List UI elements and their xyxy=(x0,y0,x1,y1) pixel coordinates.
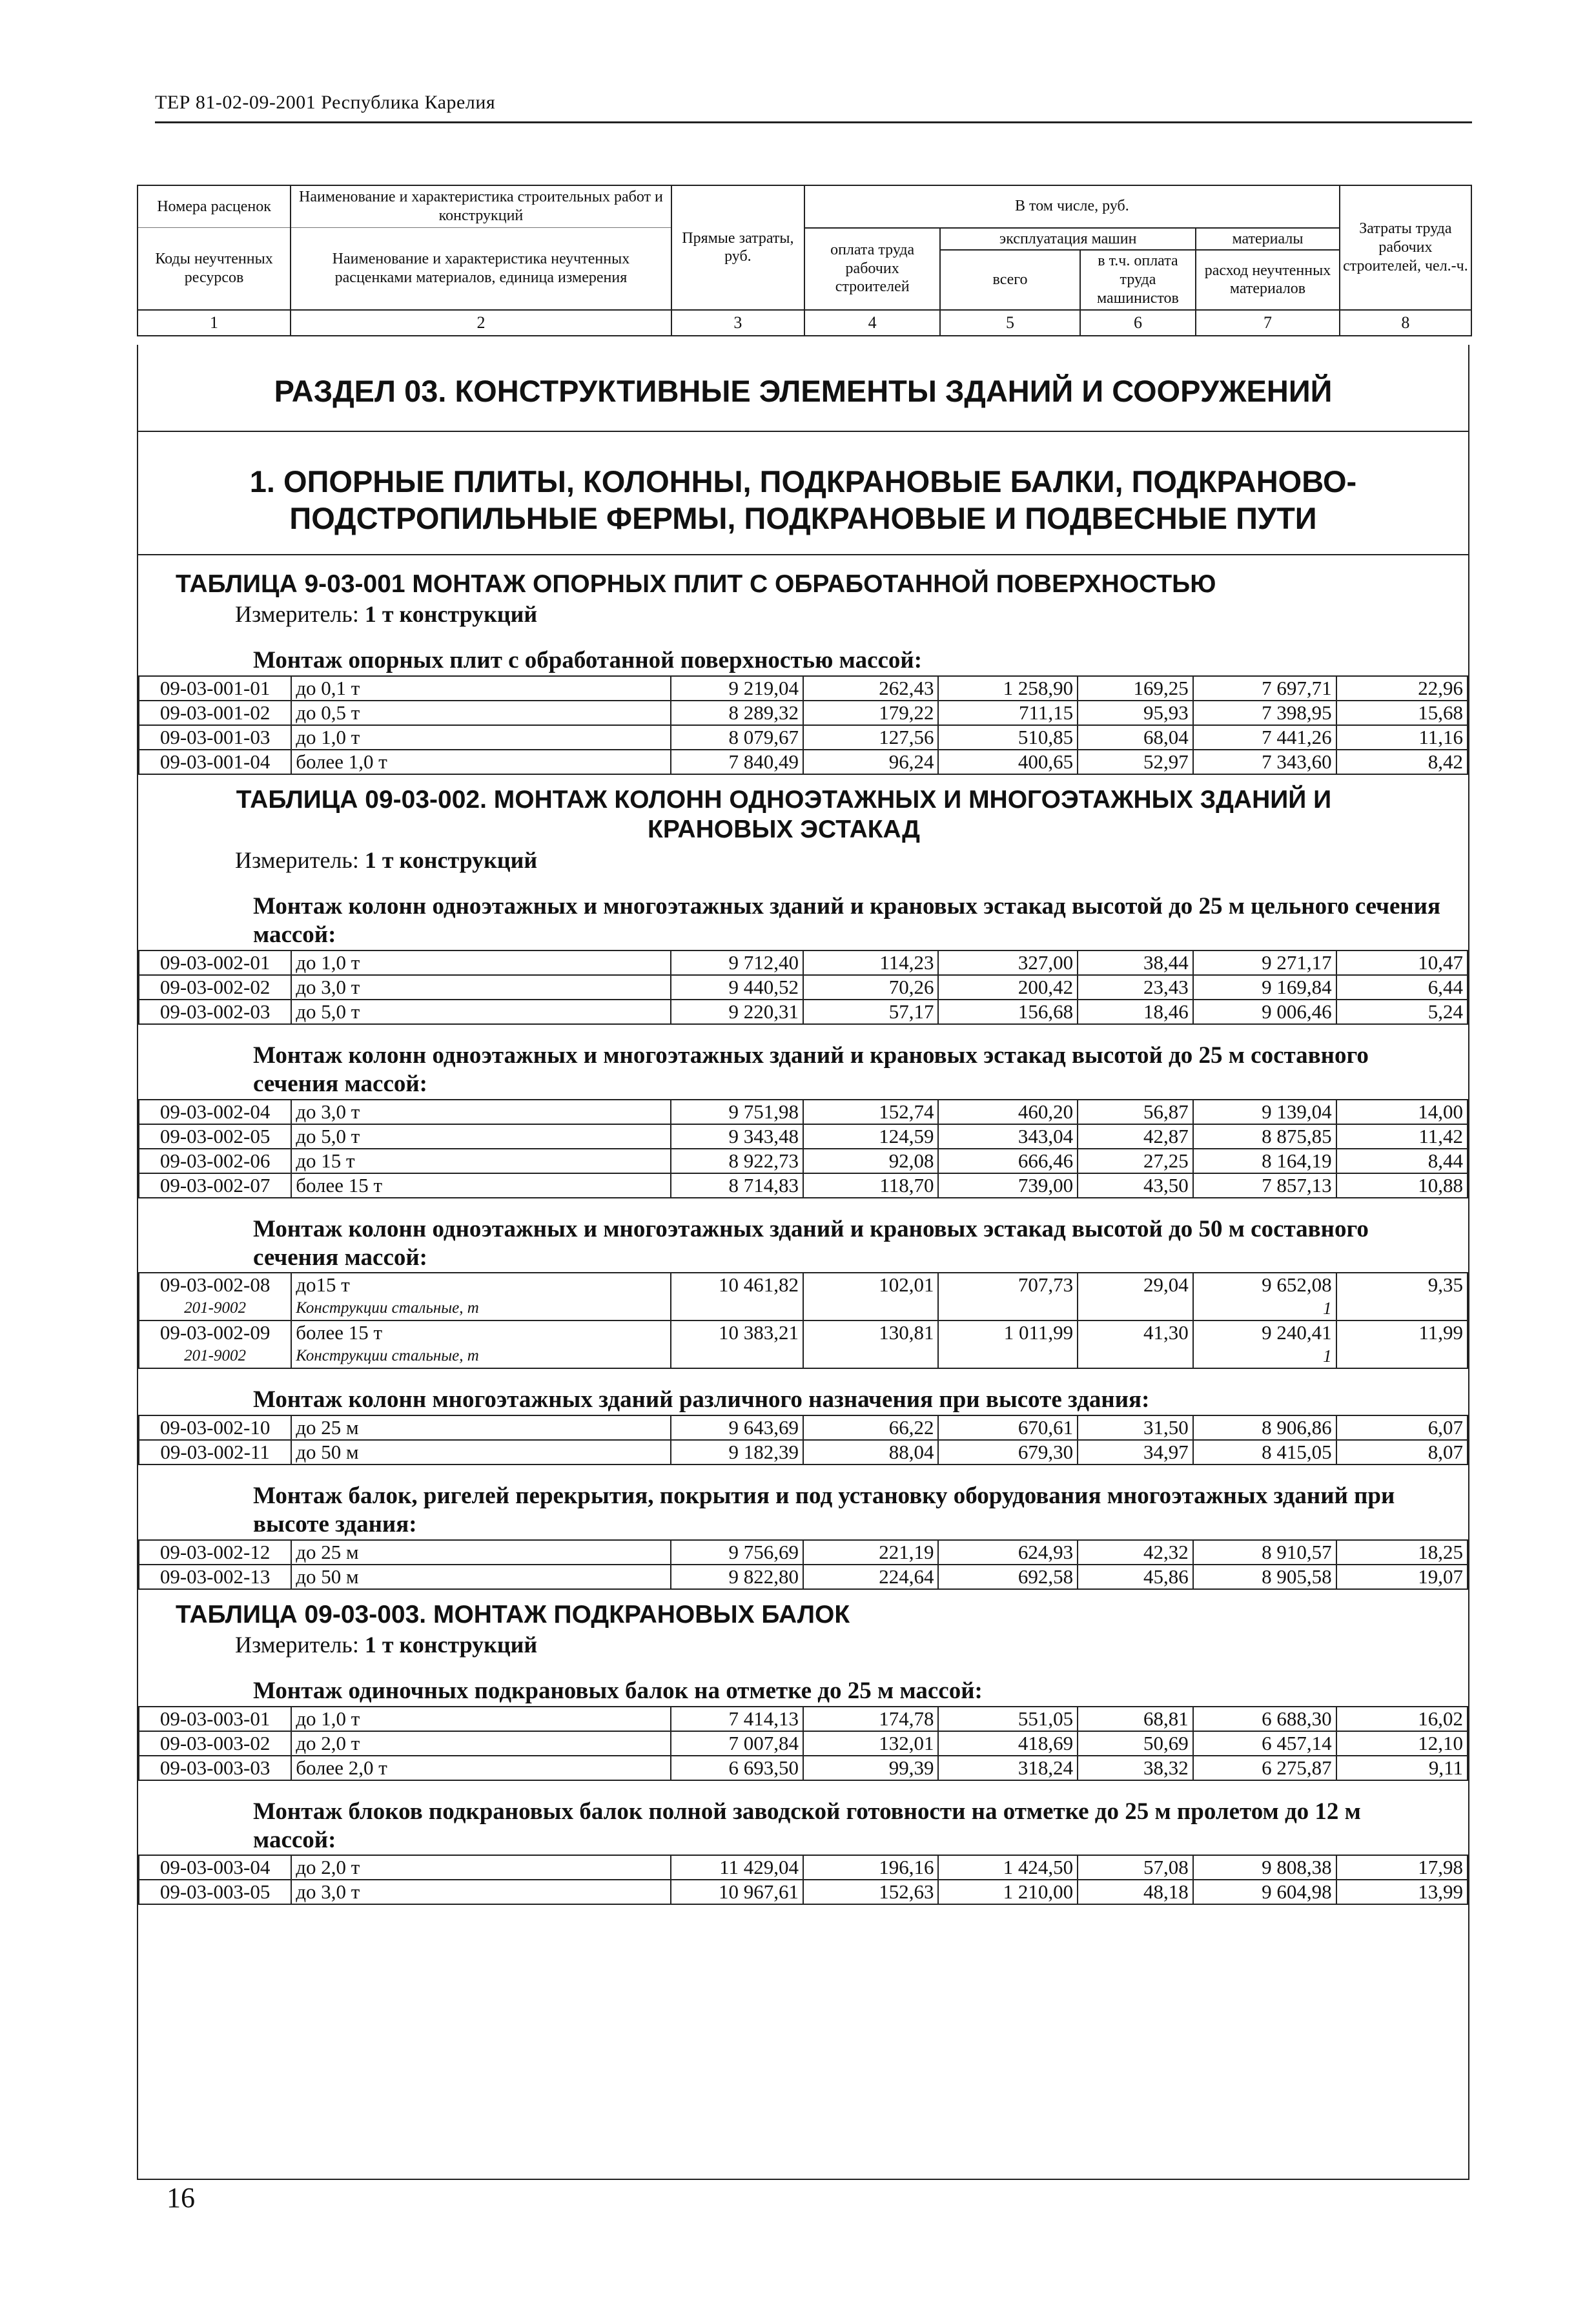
operators-pay: 23,43 xyxy=(1078,975,1193,1000)
measure-value: 1 т конструкций xyxy=(364,847,538,874)
table-row xyxy=(139,1855,1468,1880)
col-header-including: В том числе, руб. xyxy=(804,185,1340,228)
work-name: до 5,0 т xyxy=(291,1000,670,1024)
workers-pay: 66,22 xyxy=(803,1415,938,1440)
labour-hours: 6,07 xyxy=(1336,1415,1468,1440)
workers-pay: 152,63 xyxy=(803,1880,938,1904)
rate-code: 09-03-002-04 xyxy=(139,1100,291,1124)
measure-label: Измеритель: xyxy=(235,847,359,874)
empty-cell xyxy=(803,1344,938,1368)
empty-cell xyxy=(1078,1344,1193,1368)
col-number: 3 xyxy=(671,310,804,336)
labour-hours: 15,68 xyxy=(1336,701,1468,725)
materials-cost: 9 808,38 xyxy=(1193,1855,1336,1880)
section-title: РАЗДЕЛ 03. КОНСТРУКТИВНЫЕ ЭЛЕМЕНТЫ ЗДАНИЙ И СООРУЖЕНИЙ xyxy=(138,345,1468,432)
rate-code: 09-03-002-06 xyxy=(139,1149,291,1173)
labour-hours: 6,44 xyxy=(1336,975,1468,1000)
workers-pay: 57,17 xyxy=(803,1000,938,1024)
direct-costs: 8 079,67 xyxy=(671,725,803,750)
operators-pay: 45,86 xyxy=(1078,1565,1193,1589)
workers-pay: 114,23 xyxy=(803,951,938,975)
rate-code: 09-03-001-02 xyxy=(139,701,291,725)
workers-pay: 196,16 xyxy=(803,1855,938,1880)
operators-pay: 31,50 xyxy=(1078,1415,1193,1440)
operators-pay: 41,30 xyxy=(1078,1321,1193,1344)
materials-cost: 9 240,41 xyxy=(1193,1321,1336,1344)
materials-cost: 9 652,08 xyxy=(1193,1273,1336,1297)
materials-cost: 7 441,26 xyxy=(1193,725,1336,750)
group-title: Монтаж колонн одноэтажных и многоэтажных зданий и крановых эстакад высотой до 25 м составного сечения массой: xyxy=(253,1042,1369,1098)
rate-code: 09-03-002-08 xyxy=(139,1273,291,1297)
group-title: Монтаж одиночных подкрановых балок на отметке до 25 м массой: xyxy=(253,1678,983,1705)
materials-cost: 8 910,57 xyxy=(1193,1540,1336,1565)
operators-pay: 48,18 xyxy=(1078,1880,1193,1904)
work-name: до 2,0 т xyxy=(291,1855,670,1880)
table-row xyxy=(139,1540,1468,1565)
col-header-machines: эксплуатация машин xyxy=(940,228,1196,251)
workers-pay: 130,81 xyxy=(803,1321,938,1344)
group-title: Монтаж колонн одноэтажных и многоэтажных зданий и крановых эстакад высотой до 50 м составного сечения массой: xyxy=(253,1215,1369,1271)
machines-total: 711,15 xyxy=(938,701,1078,725)
group-title: Монтаж блоков подкрановых балок полной заводской готовности на отметке до 25 м пролетом до 12 м массой: xyxy=(253,1798,1361,1853)
table-row xyxy=(139,676,1468,701)
materials-cost: 8 875,85 xyxy=(1193,1124,1336,1149)
col-header-machines-total: всего xyxy=(940,250,1079,309)
table-row xyxy=(139,975,1468,1000)
empty-cell xyxy=(1336,1297,1468,1321)
rate-group xyxy=(138,1677,1468,1780)
rates-table xyxy=(138,950,1468,1025)
workers-pay: 152,74 xyxy=(803,1100,938,1124)
operators-pay: 50,69 xyxy=(1078,1731,1193,1756)
direct-costs: 9 712,40 xyxy=(671,951,803,975)
resource-row xyxy=(139,1344,1468,1368)
rate-code: 09-03-002-01 xyxy=(139,951,291,975)
table-row xyxy=(139,750,1468,774)
workers-pay: 174,78 xyxy=(803,1707,938,1731)
operators-pay: 27,25 xyxy=(1078,1149,1193,1173)
materials-cost: 6 457,14 xyxy=(1193,1731,1336,1756)
col-number: 7 xyxy=(1196,310,1340,336)
labour-hours: 9,35 xyxy=(1336,1273,1468,1297)
rates-table xyxy=(138,675,1468,775)
table-block xyxy=(138,570,1468,775)
rate-code: 09-03-002-02 xyxy=(139,975,291,1000)
group-title: Монтаж колонн многоэтажных зданий различного назначения при высоте здания: xyxy=(253,1386,1150,1413)
labour-hours: 10,88 xyxy=(1336,1173,1468,1198)
machines-total: 1 258,90 xyxy=(938,676,1078,701)
col-header-unaccounted-materials: расход неучтенных материалов xyxy=(1196,250,1340,309)
rate-code: 09-03-002-13 xyxy=(139,1565,291,1589)
measure-line xyxy=(235,1630,1468,1660)
labour-hours: 16,02 xyxy=(1336,1707,1468,1731)
rate-group xyxy=(138,1482,1468,1590)
rate-code: 09-03-003-01 xyxy=(139,1707,291,1731)
operators-pay: 38,44 xyxy=(1078,951,1193,975)
labour-hours: 10,47 xyxy=(1336,951,1468,975)
rate-code: 09-03-002-03 xyxy=(139,1000,291,1024)
resource-name: Конструкции стальные, т xyxy=(291,1344,670,1368)
operators-pay: 38,32 xyxy=(1078,1756,1193,1780)
machines-total: 670,61 xyxy=(938,1415,1078,1440)
empty-cell xyxy=(1336,1344,1468,1368)
measure-line xyxy=(235,845,1468,876)
labour-hours: 17,98 xyxy=(1336,1855,1468,1880)
rate-tables xyxy=(138,570,1468,1906)
rate-code: 09-03-003-05 xyxy=(139,1880,291,1904)
materials-cost: 8 906,86 xyxy=(1193,1415,1336,1440)
machines-total: 624,93 xyxy=(938,1540,1078,1565)
table-row xyxy=(139,1124,1468,1149)
materials-cost: 8 164,19 xyxy=(1193,1149,1336,1173)
table-row xyxy=(139,1731,1468,1756)
work-name: до 50 м xyxy=(291,1565,670,1589)
table-title: ТАБЛИЦА 09-03-002. МОНТАЖ КОЛОНН ОДНОЭТАЖНЫХ И МНОГОЭТАЖНЫХ ЗДАНИЙ И КРАНОВЫХ ЭСТАКАД xyxy=(236,785,1332,844)
col-number: 8 xyxy=(1340,310,1471,336)
direct-costs: 11 429,04 xyxy=(671,1855,803,1880)
operators-pay: 42,32 xyxy=(1078,1540,1193,1565)
materials-cost: 7 343,60 xyxy=(1193,750,1336,774)
table-block xyxy=(138,785,1468,1590)
work-name: до 15 т xyxy=(291,1149,670,1173)
rate-group xyxy=(138,1215,1468,1370)
materials-cost: 6 688,30 xyxy=(1193,1707,1336,1731)
direct-costs: 9 182,39 xyxy=(671,1440,803,1464)
workers-pay: 118,70 xyxy=(803,1173,938,1198)
labour-hours: 14,00 xyxy=(1336,1100,1468,1124)
subsection-title: 1. ОПОРНЫЕ ПЛИТЫ, КОЛОННЫ, ПОДКРАНОВЫЕ БАЛКИ, ПОДКРАНОВО-ПОДСТРОПИЛЬНЫЕ ФЕРМЫ, ПОДКРАНОВЫЕ И ПОДВЕСНЫЕ ПУТИ xyxy=(138,432,1468,555)
labour-hours: 18,25 xyxy=(1336,1540,1468,1565)
empty-cell xyxy=(671,1344,803,1368)
operators-pay: 34,97 xyxy=(1078,1440,1193,1464)
materials-cost: 9 139,04 xyxy=(1193,1100,1336,1124)
group-title: Монтаж колонн одноэтажных и многоэтажных зданий и крановых эстакад высотой до 25 м цельного сечения массой: xyxy=(253,893,1441,949)
col-header-work-name: Наименование и характеристика строительных работ и конструкций xyxy=(291,185,671,228)
rate-code: 09-03-001-03 xyxy=(139,725,291,750)
direct-costs: 9 343,48 xyxy=(671,1124,803,1149)
workers-pay: 262,43 xyxy=(803,676,938,701)
rate-group xyxy=(138,1042,1468,1198)
direct-costs: 9 220,31 xyxy=(671,1000,803,1024)
rate-code: 09-03-002-12 xyxy=(139,1540,291,1565)
col-number: 4 xyxy=(804,310,940,336)
labour-hours: 11,16 xyxy=(1336,725,1468,750)
direct-costs: 10 461,82 xyxy=(671,1273,803,1297)
materials-cost: 8 905,58 xyxy=(1193,1565,1336,1589)
empty-cell xyxy=(671,1297,803,1321)
operators-pay: 42,87 xyxy=(1078,1124,1193,1149)
direct-costs: 10 383,21 xyxy=(671,1321,803,1344)
operators-pay: 68,04 xyxy=(1078,725,1193,750)
running-header: ТЕР 81-02-09-2001 Республика Карелия xyxy=(155,92,496,113)
direct-costs: 9 643,69 xyxy=(671,1415,803,1440)
rate-group xyxy=(138,1386,1468,1464)
machines-total: 156,68 xyxy=(938,1000,1078,1024)
workers-pay: 179,22 xyxy=(803,701,938,725)
col-header-rate-numbers: Номера расценок xyxy=(138,185,291,228)
measure-value: 1 т конструкций xyxy=(364,1632,538,1658)
labour-hours: 22,96 xyxy=(1336,676,1468,701)
rates-table xyxy=(138,1855,1468,1905)
work-name: более 1,0 т xyxy=(291,750,670,774)
measure-label: Измеритель: xyxy=(235,601,359,628)
table-title: ТАБЛИЦА 9-03-001 МОНТАЖ ОПОРНЫХ ПЛИТ С ОБРАБОТАННОЙ ПОВЕРХНОСТЬЮ xyxy=(176,570,1216,598)
machines-total: 1 210,00 xyxy=(938,1880,1078,1904)
work-name: до 25 м xyxy=(291,1415,670,1440)
rate-code: 09-03-002-05 xyxy=(139,1124,291,1149)
column-header-table xyxy=(137,185,1472,336)
resource-quantity: 1 xyxy=(1193,1344,1336,1368)
resource-row xyxy=(139,1297,1468,1321)
col-header-workers-pay: оплата труда рабочих строителей xyxy=(804,228,940,310)
materials-cost: 9 169,84 xyxy=(1193,975,1336,1000)
direct-costs: 8 922,73 xyxy=(671,1149,803,1173)
labour-hours: 8,44 xyxy=(1336,1149,1468,1173)
work-name: до 1,0 т xyxy=(291,1707,670,1731)
machines-total: 200,42 xyxy=(938,975,1078,1000)
rate-group xyxy=(138,1798,1468,1906)
machines-total: 1 011,99 xyxy=(938,1321,1078,1344)
direct-costs: 9 822,80 xyxy=(671,1565,803,1589)
rates-table xyxy=(138,1415,1468,1465)
machines-total: 1 424,50 xyxy=(938,1855,1078,1880)
direct-costs: 7 840,49 xyxy=(671,750,803,774)
machines-total: 666,46 xyxy=(938,1149,1078,1173)
machines-total: 707,73 xyxy=(938,1273,1078,1297)
table-row xyxy=(139,1707,1468,1731)
rate-code: 09-03-003-02 xyxy=(139,1731,291,1756)
empty-cell xyxy=(1078,1297,1193,1321)
workers-pay: 224,64 xyxy=(803,1565,938,1589)
machines-total: 460,20 xyxy=(938,1100,1078,1124)
workers-pay: 96,24 xyxy=(803,750,938,774)
table-row xyxy=(139,1440,1468,1464)
table-row xyxy=(139,701,1468,725)
measure-label: Измеритель: xyxy=(235,1632,359,1658)
resource-code: 201-9002 xyxy=(139,1297,291,1321)
machines-total: 692,58 xyxy=(938,1565,1078,1589)
machines-total: 739,00 xyxy=(938,1173,1078,1198)
direct-costs: 6 693,50 xyxy=(671,1756,803,1780)
col-header-operators-pay: в т.ч. оплата труда машинистов xyxy=(1080,250,1196,309)
materials-cost: 6 275,87 xyxy=(1193,1756,1336,1780)
table-row xyxy=(139,1756,1468,1780)
materials-cost: 9 271,17 xyxy=(1193,951,1336,975)
work-name: более 2,0 т xyxy=(291,1756,670,1780)
col-number: 1 xyxy=(138,310,291,336)
rate-code: 09-03-002-09 xyxy=(139,1321,291,1344)
work-name: более 15 т xyxy=(291,1321,670,1344)
operators-pay: 56,87 xyxy=(1078,1100,1193,1124)
header-rule xyxy=(155,121,1472,123)
work-name: до15 т xyxy=(291,1273,670,1297)
direct-costs: 8 289,32 xyxy=(671,701,803,725)
direct-costs: 7 414,13 xyxy=(671,1707,803,1731)
materials-cost: 7 857,13 xyxy=(1193,1173,1336,1198)
rate-code: 09-03-003-03 xyxy=(139,1756,291,1780)
materials-cost: 7 697,71 xyxy=(1193,676,1336,701)
materials-cost: 7 398,95 xyxy=(1193,701,1336,725)
labour-hours: 11,42 xyxy=(1336,1124,1468,1149)
table-row xyxy=(139,1173,1468,1198)
rate-code: 09-03-002-11 xyxy=(139,1440,291,1464)
col-number: 5 xyxy=(940,310,1079,336)
work-name: более 15 т xyxy=(291,1173,670,1198)
work-name: до 1,0 т xyxy=(291,951,670,975)
work-name: до 3,0 т xyxy=(291,1100,670,1124)
machines-total: 343,04 xyxy=(938,1124,1078,1149)
measure-value: 1 т конструкций xyxy=(364,601,538,628)
resource-quantity: 1 xyxy=(1193,1297,1336,1321)
content-block xyxy=(137,345,1469,2180)
measure-line xyxy=(235,599,1468,630)
machines-total: 318,24 xyxy=(938,1756,1078,1780)
direct-costs: 9 219,04 xyxy=(671,676,803,701)
table-row xyxy=(139,725,1468,750)
rate-group xyxy=(138,892,1468,1025)
work-name: до 1,0 т xyxy=(291,725,670,750)
work-name: до 3,0 т xyxy=(291,1880,670,1904)
workers-pay: 99,39 xyxy=(803,1756,938,1780)
workers-pay: 132,01 xyxy=(803,1731,938,1756)
materials-cost: 8 415,05 xyxy=(1193,1440,1336,1464)
operators-pay: 68,81 xyxy=(1078,1707,1193,1731)
workers-pay: 124,59 xyxy=(803,1124,938,1149)
rate-code: 09-03-003-04 xyxy=(139,1855,291,1880)
machines-total: 327,00 xyxy=(938,951,1078,975)
direct-costs: 7 007,84 xyxy=(671,1731,803,1756)
table-title: ТАБЛИЦА 09-03-003. МОНТАЖ ПОДКРАНОВЫХ БАЛОК xyxy=(176,1600,850,1629)
table-row xyxy=(139,1149,1468,1173)
labour-hours: 9,11 xyxy=(1336,1756,1468,1780)
workers-pay: 92,08 xyxy=(803,1149,938,1173)
work-name: до 25 м xyxy=(291,1540,670,1565)
rate-code: 09-03-002-10 xyxy=(139,1415,291,1440)
workers-pay: 70,26 xyxy=(803,975,938,1000)
labour-hours: 19,07 xyxy=(1336,1565,1468,1589)
col-number: 2 xyxy=(291,310,671,336)
work-name: до 3,0 т xyxy=(291,975,670,1000)
rates-table xyxy=(138,1099,1468,1198)
machines-total: 551,05 xyxy=(938,1707,1078,1731)
operators-pay: 52,97 xyxy=(1078,750,1193,774)
rates-table xyxy=(138,1706,1468,1781)
table-row xyxy=(139,951,1468,975)
rate-group xyxy=(138,646,1468,774)
work-name: до 0,1 т xyxy=(291,676,670,701)
machines-total: 418,69 xyxy=(938,1731,1078,1756)
table-row xyxy=(139,1000,1468,1024)
table-row xyxy=(139,1321,1468,1344)
operators-pay: 29,04 xyxy=(1078,1273,1193,1297)
labour-hours: 12,10 xyxy=(1336,1731,1468,1756)
operators-pay: 43,50 xyxy=(1078,1173,1193,1198)
labour-hours: 8,42 xyxy=(1336,750,1468,774)
col-header-direct-costs: Прямые затраты, руб. xyxy=(671,185,804,310)
operators-pay: 18,46 xyxy=(1078,1000,1193,1024)
workers-pay: 88,04 xyxy=(803,1440,938,1464)
labour-hours: 13,99 xyxy=(1336,1880,1468,1904)
empty-cell xyxy=(803,1297,938,1321)
col-number: 6 xyxy=(1080,310,1196,336)
empty-cell xyxy=(938,1344,1078,1368)
direct-costs: 10 967,61 xyxy=(671,1880,803,1904)
group-title: Монтаж опорных плит с обработанной поверхностью массой: xyxy=(253,647,923,674)
col-header-resource-codes: Коды неучтенных ресурсов xyxy=(138,228,291,310)
direct-costs: 8 714,83 xyxy=(671,1173,803,1198)
table-row xyxy=(139,1880,1468,1904)
work-name: до 0,5 т xyxy=(291,701,670,725)
labour-hours: 8,07 xyxy=(1336,1440,1468,1464)
machines-total: 400,65 xyxy=(938,750,1078,774)
page-number: 16 xyxy=(167,2182,195,2214)
direct-costs: 9 756,69 xyxy=(671,1540,803,1565)
table-block xyxy=(138,1600,1468,1906)
operators-pay: 57,08 xyxy=(1078,1855,1193,1880)
rate-code: 09-03-001-01 xyxy=(139,676,291,701)
resource-name: Конструкции стальные, т xyxy=(291,1297,670,1321)
machines-total: 679,30 xyxy=(938,1440,1078,1464)
workers-pay: 221,19 xyxy=(803,1540,938,1565)
empty-cell xyxy=(938,1297,1078,1321)
col-header-materials: материалы xyxy=(1196,228,1340,251)
work-name: до 5,0 т xyxy=(291,1124,670,1149)
workers-pay: 127,56 xyxy=(803,725,938,750)
table-row xyxy=(139,1415,1468,1440)
operators-pay: 95,93 xyxy=(1078,701,1193,725)
rates-table xyxy=(138,1272,1468,1369)
col-header-material-name: Наименование и характеристика неучтенных расценками материалов, единица измерения xyxy=(291,228,671,310)
direct-costs: 9 751,98 xyxy=(671,1100,803,1124)
rate-code: 09-03-002-07 xyxy=(139,1173,291,1198)
rate-code: 09-03-001-04 xyxy=(139,750,291,774)
work-name: до 2,0 т xyxy=(291,1731,670,1756)
group-title: Монтаж балок, ригелей перекрытия, покрытия и под установку оборудования многоэтажных зданий при высоте здания: xyxy=(253,1482,1395,1538)
rates-table xyxy=(138,1539,1468,1590)
machines-total: 510,85 xyxy=(938,725,1078,750)
table-row xyxy=(139,1565,1468,1589)
labour-hours: 5,24 xyxy=(1336,1000,1468,1024)
direct-costs: 9 440,52 xyxy=(671,975,803,1000)
operators-pay: 169,25 xyxy=(1078,676,1193,701)
labour-hours: 11,99 xyxy=(1336,1321,1468,1344)
col-header-labour-costs: Затраты труда рабочих строителей, чел.-ч. xyxy=(1340,185,1471,310)
materials-cost: 9 006,46 xyxy=(1193,1000,1336,1024)
work-name: до 50 м xyxy=(291,1440,670,1464)
resource-code: 201-9002 xyxy=(139,1344,291,1368)
workers-pay: 102,01 xyxy=(803,1273,938,1297)
table-row xyxy=(139,1100,1468,1124)
table-row xyxy=(139,1273,1468,1297)
materials-cost: 9 604,98 xyxy=(1193,1880,1336,1904)
